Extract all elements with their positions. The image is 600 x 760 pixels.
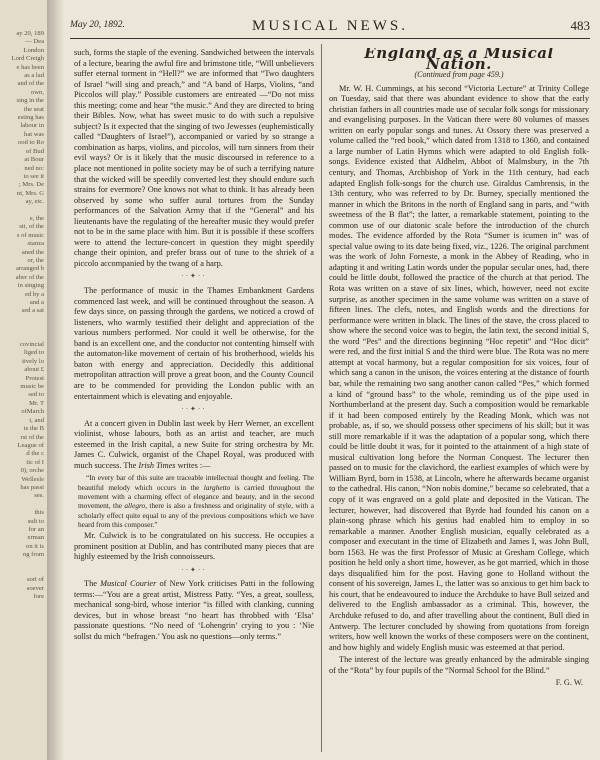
previous-page-text-fragment: s of music [16,231,44,239]
previous-page-text-fragment: to see it [23,172,44,180]
previous-page-text-fragment [0,333,47,341]
previous-page-text-fragment: covincial [19,341,44,349]
previous-page-text-fragment: t, and [29,416,44,424]
article-paragraph: The interest of the lecture was greatly enhanced by the admirable singing of the “Rota” by four pupils of the “Normal School for the Blind.” [329,655,589,675]
article-paragraph: Mr. W. H. Cummings, at his second “Victoria Lecture” at Trinity College on Tuesday, said that there was abundant evidence to show that the early christian fathers in all countries made use of secular folk songs for missionary and evangelising purposes. In the Vatican there were 80 volumes of masses written on early popular songs and tunes. At Ossory there was preserved a volume called the “red book,” which dated from 1318 to 1360, and contained a large number of Latin Hymns which were adapted to old English folk-songs. Evidence existed that Aldhelm, Abbot of Malmsbury, in the 7th century, and Thomas, Archbishop of York in the 11th century, had each adapted English folk-songs for the church use. Giraldus Cambrensis, in the 13th century, who was referred to by Dr. Burney, specially mentioned the manner in which the Britons in the north of England sang in parts, and “with sweetness of the B flat”; the latter, a remarkable statement, pointing to the common use of our diatonic scale before the introduction of the church modes. The evidence afforded by the Rota “Sumer is icumen in” was of special value owing to its date being fixed, viz., 1226. The original parchment was the work of John Forneste, a monk in the Abbey of Reading, who in adapting it and writing Latin words under the popular secular ones, had, there could be little doubt, followed the practice of the church at that period. The Rota was written on a stave of six lines, which, however, need not excite surprise, as another specimen in the same volume was written on a stave of fifteen lines. The clefs, notes, and English words and the directions for performance were written in black. The lines of the stave, the cross placed to show where the second voice was to begin, the latin text, the second initial S, the word “Pes” and the directions beginning “Hoc repetit” and “Hoc dicit” were red, and the first initial S and the third were blue. The Rota was no mere attempt at vocal harmony, but a regular composition for six voices, four of which sang a canon in the unison, the voices entering at the distance of fourth bar, while the remaining two sang another canon called “Pes,” which formed a kind of “ground bass” to the whole, reminding us of the pipe used in Northumberland at the present day. Such a composition would be remarkable if it had been composed entirely by the Reading Monk, which was not probable, as, if so, we should possess other specimens of his skill; but it was still more remarkable if it was the adaptation of a popular song, which there could be little doubt it was, for it pointed to the attainment of a high state of musical cultivation long before the Norman Conquest. The lecturer then passed on to music for the clavichord, the earliest examples of which were by William Byrd, born in 1538, at Lincoln, where he afterwards became organist to the cathedral. His canon, “Non nobis domine,” became so celebrated, that a copy of it was engraved on a gold plate and deposited in the Vatican. The lecturer, however, had discovered that Byrde had founded his canon on a plain-song phrase which his genius had enabled him to employ in so remarkable a manner. Another English musician, equally celebrated as a composer and executant in the time of Elizabeth and James I, was John Bull, born 1563. He was the first Professor of Music at Gresham College, which position he held only a short time, however, as he got married, which in those days disqualified him for the post. Having gone to Holland without the consent of his sovereign, James I., the latter was so anxious to get him back to his court, that he endeavoured to induce the Archduke to have Bull seized and delivered to the English ambassador as a criminal. This, however, the Archduke refused to do, and after travelling about the continent, Bull died in Antwerp. The lecturer concluded by showing from quotations from foreign writers, how well known the works of these composers were on the continent, and how highly and widely English music was esteemed at that period. [329,83,589,652]
previous-page-text-fragment: erman [27,534,44,542]
previous-page-text-fragment: and of the [17,80,44,88]
header-rule [70,38,590,39]
previous-page-text-fragment: arranged b [15,265,44,273]
previous-page-text-fragment: nt, Mrs. G [16,189,44,197]
previous-page-text-fragment: sed a sat [21,307,44,315]
previous-page-text-fragment: ts the B [23,425,44,433]
previous-page-text-fragment [0,207,47,215]
previous-page-text-fragment: ed by a [24,290,44,298]
previous-page-text-fragment: soever [26,584,44,592]
continued-note: (Continued from page 459.) [414,70,504,80]
article-paragraph: Mr. Culwick is to be congratulated on his success. He occupies a prominent position at Dublin, and has contributed many pieces that are highly esteemed by the Irish connoisseurs. [74,531,314,562]
left-column [74,48,314,645]
previous-page-text-fragment: has passi [20,483,44,491]
article-paragraph: such, forms the staple of the evening. Sandwiched between the intervals of a lecture, bearing the awful fire and brimstone title, “Will unbelievers suffer eternal torment in “Hell?” we are informed that “Two daughters of Israel “will sing and preach,” and “A band of Harps, Violins, “and Piccolos will play.” Possible customers are entreated —“Do not miss this meeting; come and hear “the music.” And they are directed to bring their Bibles. Now, what has sweet music to do with such a repulsive subject? Is it expected that the singing of two Jewesses (euphemistically called “Daughters of Israel”), accompanied or varied by so strange a combination as harps, violins, and piccolos, will turn sinners from their evil ways? Or is it likely that the music discoursed in reference to a place not mentioned in polite society may be of such a terrifying nature that the wicked will be speedily converted lest they should endure such strains for evermore? One knows not what to think. It has already been observed by some who suffer aural tortures from the Sunday performances of the Salvation Army that if the “General” and his lieutenants have the regulating of the hereafter music they would prefer not to be in the same place with him. But it is possible if these scoffers were to attend the lecture-concert in question they might speedily change their opinion, and prefer brass out of tune to the shriek of a piccolo accompanied by the twang of a harp. [74,48,314,268]
previous-page-text-fragment: League of [17,441,44,449]
article-paragraph: The performance of music in the Thames Embankment Gardens commenced last week, and will be continued throughout the season. A few days since, on passing through the gardens, we noticed a crowd of listeners, who warmly testified their delight and appreciation of the various numbers performed. Nor could it well be otherwise, for the band is an excellent one, and the conductor not contenting himself with the automaton-like movement of certain of his brotherhood, wields his baton with energy and appreciation. Decidedly this additional metropolitan attraction will prove a great boon, and the County Council are to be commended for providing the London public with an entertainment which is elevating and enjoyable. [74,286,314,401]
previous-page-text-fragment: for an [28,525,44,533]
previous-page-text-fragment: e has been [16,63,44,71]
previous-page-text-fragment: ned no: [24,164,44,172]
previous-page-text-fragment: aber of the [15,273,44,281]
section-ornament: ··✦·· [181,272,207,281]
previous-page-text-fragment: as a lad [24,72,44,80]
previous-page-text-fragment: stanza [27,240,44,248]
page-number: 483 [570,18,590,33]
article-paragraph: The Musical Courier of New York criticises Patti in the following terms:—“You are a great artist, Mistress Patty. “Yes, a great, soulless, mechanical song-bird, whose interior “is filled with clanking, cunning devices, but in whose breast “no heart has throbbed with ‘Elsa’ passionate questions. “No need of ‘Lohengrin’ crying to you : ‘Nie sollst du mich “befragen.’ You ask no questions—only terms.” [74,579,314,642]
right-column [329,48,589,689]
previous-page-text-fragment [0,324,47,332]
previous-page-text-fragment: ofMarch [21,408,44,416]
previous-page-text-fragment: tic of I [26,458,44,466]
previous-page-text-fragment: or, the [27,256,44,264]
previous-page-text-fragment: and a [29,299,44,306]
previous-page-text-fragment: at Bour [24,156,44,164]
page-header [70,18,590,36]
previous-page-text-fragment: about £ [24,366,44,374]
previous-page-text-fragment: own, [30,88,44,96]
column-divider [321,44,322,752]
previous-page-text-fragment: in singing [17,282,44,290]
previous-page-text-fragment: of Bud [25,147,44,155]
previous-page-text-fragment: Lord Creigh [11,55,44,63]
previous-page-text-fragment: Protest [25,374,44,382]
previous-page-text-fragment: London [23,46,44,54]
previous-page-text-fragment: ay, etc. [25,198,44,206]
section-ornament: ··✦·· [181,405,207,414]
previous-page-text-fragment: sed to [28,391,44,399]
previous-page-text-fragment: hat was [24,130,44,138]
previous-page-text-fragment: sult to [27,517,44,525]
previous-page-text-fragment: sing in the [16,97,44,105]
previous-page-text-fragment: esting has [17,114,44,122]
previous-page-text-fragment: the seat [24,105,44,113]
previous-page-text-fragment: fore [33,593,44,601]
previous-page-text-fragment: aned the [21,248,44,256]
previous-page-text-fragment: on it is [26,542,44,550]
block-quote: “In every bar of this suite are traceable intellectual thought and feeling. The beautiful melody which occurs in the larghetto is carried throughout the movement with a charming effect of elegance and beauty, and in the second movement, the allegro, there is also a freshness and originality of style, with a scholarly effect quite equal to any of the previous compositions which we have heard from this composer.” [78,473,314,529]
previous-page-text-fragment: 0), orche [20,467,44,475]
article-paragraph: At a concert given in Dublin last week by Herr Werner, an excellent violinist, whose labours, both as an artist and teacher, are much esteemed in the Irish capital, a new Suite for string orchestra by Mr. James C. Culwick, organist of the Chapel Royal, was produced with much success. The Irish Times writes :— [74,418,314,470]
previous-page-text-fragment [0,316,47,324]
previous-page-text-fragment: Mr. T [29,399,44,407]
previous-page-text-fragment: ood to Ro [17,139,44,147]
previous-page-text-fragment: tively lo [22,357,44,365]
previous-page-text-fragment [0,568,47,576]
previous-page-text-fragment: — Dea [25,38,44,46]
previous-page-text-fragment: labour in [20,122,44,130]
previous-page-text-fragment: d the c [26,450,44,458]
author-signature: F. G. W. [555,678,583,688]
previous-page-text-fragment: ng from [22,551,44,559]
publication-name: Irish Times [138,460,176,470]
previous-page-text-fragment: liged to [24,349,44,357]
previous-page-text-fragment [0,501,47,509]
previous-page-edge [0,0,48,760]
previous-page-text-fragment: ; Mrs. De [18,181,44,189]
masthead-title: MUSICAL NEWS. [252,18,408,34]
page-gutter [48,0,64,760]
publication-name: Musical Courier [100,579,157,589]
previous-page-text-fragment: music be [20,383,44,391]
previous-page-text-fragment: this [34,509,44,517]
section-ornament: ··✦·· [181,565,207,574]
previous-page-text-fragment: sort of [26,576,44,584]
previous-page-text-fragment: sti, of the [19,223,44,231]
article-title: England as a Musical Nation. [364,48,554,73]
previous-page-text-fragment: ses. [34,492,44,500]
header-date: May 20, 1892. [70,20,125,30]
previous-page-text-fragment: Wellesle [21,475,44,483]
previous-page-text-fragment: ay 20, 189 [16,30,44,37]
previous-page-text-fragment [0,560,47,568]
previous-page-text-fragment: rst of the [20,433,44,441]
previous-page-text-fragment: e, the [29,214,44,222]
